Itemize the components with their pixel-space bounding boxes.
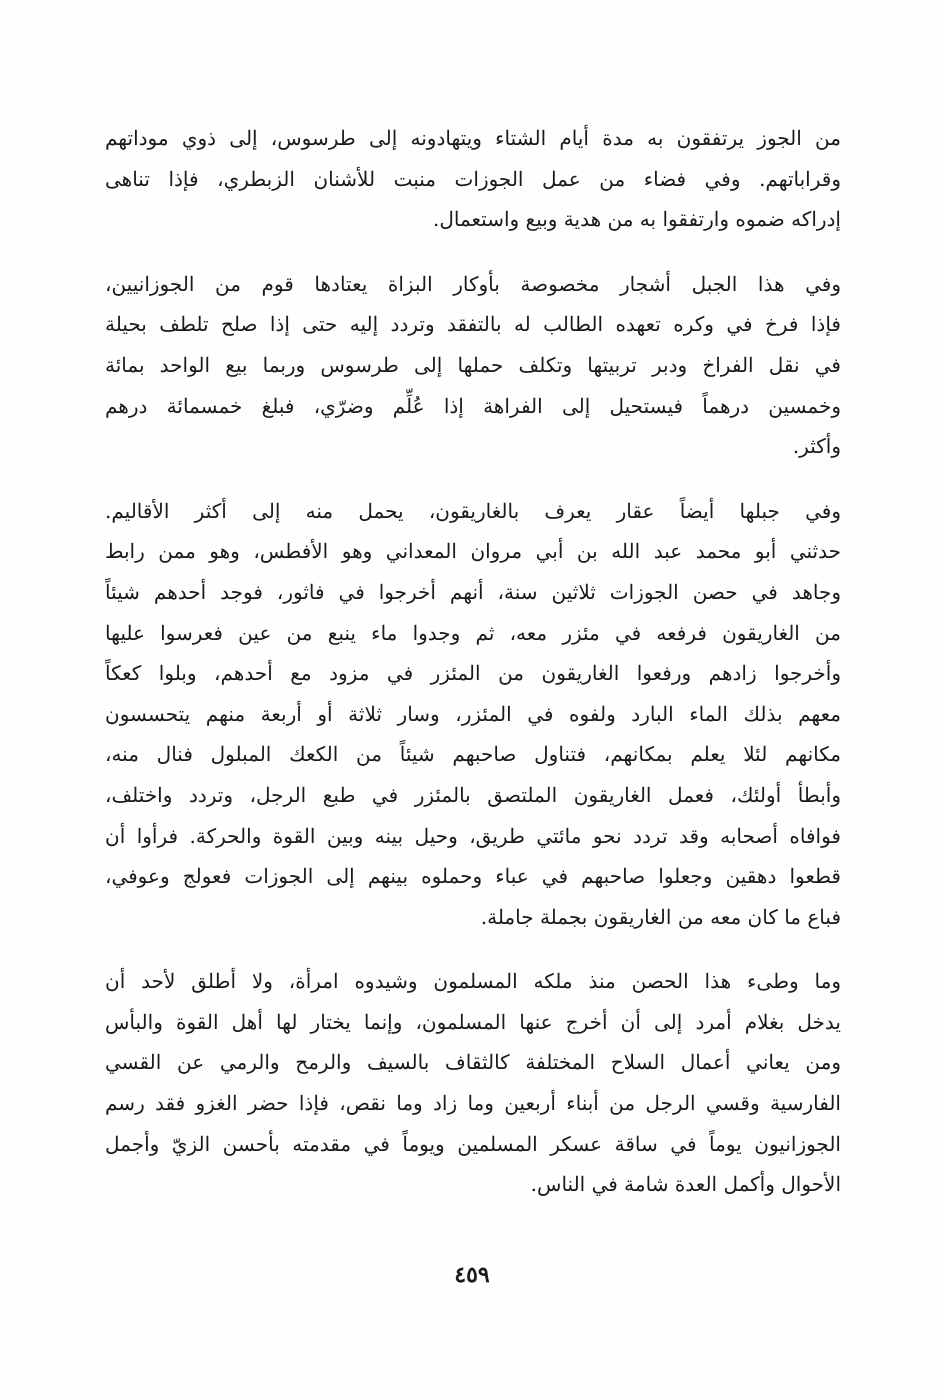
text-line: وقراباتهم. وفي فضاء من عمل الجوزات منبت للأشنان الزبطري، فإذا تناهى (105, 166, 841, 191)
text-line: إدراكه ضموه وارتفقوا به من هدية وبيع واستعمال. (432, 207, 841, 232)
text-line: ومن يعاني أعمال السلاح المختلفة كالثقاف بالسيف والرمح والرمي عن القسي (105, 1050, 841, 1075)
text-line: وفي هذا الجبل أشجار مخصوصة بأوكار البزاة يعتادها قوم من الجوزانيين، (105, 271, 841, 296)
paragraph-4 (105, 961, 841, 1205)
page-number: ٤٥٩ (454, 1262, 490, 1288)
text-line: مكانهم لئلا يعلم بمكانهم، فتناول صاحبهم شيئاً من الكعك المبلول فنال منه، (105, 742, 841, 767)
text-line: فوافاه أصحابه وقد تردد نحو مائتي طريق، وحيل بينه وبين القوة والحركة. فرأوا أن (105, 823, 841, 848)
text-line: الفارسية وقسي الرجل من أبناء أربعين وما زاد وما نقص، فإذا حضر الغزو فقد رسم (105, 1091, 841, 1116)
text-line: فباع ما كان معه من الغاريقون بجملة جاملة. (480, 904, 841, 929)
paragraph-3 (105, 491, 841, 938)
text-line: وفي جبلها أيضاً عقار يعرف بالغاريقون، يحمل منه إلى أكثر الأقاليم. (105, 498, 841, 523)
text-line: الأحوال وأكمل العدة شامة في الناس. (530, 1172, 841, 1197)
body-text (105, 118, 841, 1205)
text-line: الجوزانيون يوماً في ساقة عسكر المسلمين ويوماً في مقدمته بأحسن الزيّ وأجمل (105, 1131, 841, 1156)
text-line: وخمسين درهماً فيستحيل إلى الفراهة إذا عُلِّم وضرّي، فبلغ خمسمائة درهم (105, 393, 841, 418)
text-line: معهم بذلك الماء البارد ولفوه في المئزر، وسار ثلاثة أو أربعة منهم يتحسسون (105, 701, 841, 726)
paragraph-2 (105, 264, 841, 467)
text-line: من الغاريقون فرفعه في مئزر معه، ثم وجدوا ماء ينبع من عين فعرسوا عليها (105, 620, 841, 645)
text-line: حدثني أبو محمد عبد الله بن أبي مروان المعداني وهو الأفطس، وهو ممن رابط (105, 539, 841, 564)
text-line: فإذا فرخ في وكره تعهده الطالب له بالتفقد وتردد إليه حتى إذا صلح تلطف بحيلة (105, 312, 841, 337)
text-line: من الجوز يرتفقون به مدة أيام الشتاء ويتهادونه إلى طرسوس، إلى ذوي موداتهم (105, 126, 841, 150)
text-line: يدخل بغلام أمرد إلى أن أخرج عنها المسلمون، وإنما يختار لها أهل القوة والبأس (105, 1009, 841, 1034)
text-line: وما وطىء هذا الحصن منذ ملكه المسلمون وشيدوه امرأة، ولا أطلق لأحد أن (105, 969, 841, 994)
text-line: وأكثر. (792, 434, 841, 459)
paragraph-1 (105, 118, 841, 240)
text-line: وأخرجوا زادهم ورفعوا الغاريقون من المئزر في مزود مع أحدهم، وبلوا كعكاً (105, 661, 841, 686)
text-line: وجاهد في حصن الجوزات ثلاثين سنة، أنهم أخرجوا في فاثور، فوجد أحدهم شيئاً (105, 579, 841, 604)
text-line: وأبطأ أولئك، فعمل الغاريقون الملتصق بالمئزر في طبع الرجل، وتردد واختلف، (105, 782, 841, 807)
text-line: في نقل الفراخ ودبر تربيتها وتكلف حملها إلى طرسوس وربما بيع الواحد بمائة (105, 352, 841, 377)
text-line: قطعوا دهقين وجعلوا صاحبهم في عباء وحملوه بينهم إلى الجوزات فعولج وعوفي، (105, 864, 841, 889)
